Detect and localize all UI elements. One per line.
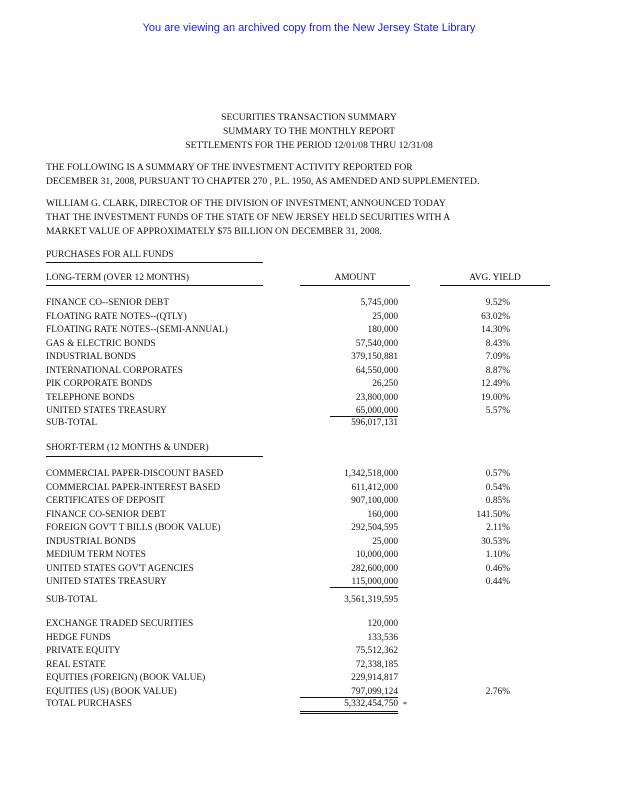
short-term-subtotal-label: SUB-TOTAL: [46, 595, 98, 605]
short-term-row-amount: 160,000: [367, 509, 398, 520]
other-row-label: EXCHANGE TRADED SECURITIES: [46, 619, 194, 629]
short-term-row-amount: 611,412,000: [351, 482, 398, 493]
other-row-amount: 229,914,817: [351, 673, 398, 683]
long-term-row-yield: 63.02%: [481, 311, 510, 322]
long-term-row-yield: 5.57%: [485, 406, 510, 416]
other-row-amount: 72,338,185: [355, 659, 398, 670]
short-term-row-yield: 30.53%: [481, 536, 510, 547]
short-term-row-yield: 0.44%: [485, 577, 510, 587]
other-row-amount: 120,000: [367, 619, 398, 629]
long-term-row-amount: 23,800,000: [355, 392, 398, 403]
long-term-subtotal-rule: [330, 416, 398, 417]
intro-paragraph-2-line-2: THAT THE INVESTMENT FUNDS OF THE STATE OF NEW JERSEY HELD SECURITIES WITH A: [46, 212, 451, 223]
short-term-row-yield: 0.57%: [485, 469, 510, 479]
long-term-row-yield: 9.52%: [485, 298, 510, 308]
short-term-row-label: COMMERCIAL PAPER-INTEREST BASED: [46, 482, 221, 493]
intro-paragraph-1-line-1: THE FOLLOWING IS A SUMMARY OF THE INVESTMENT ACTIVITY REPORTED FOR: [46, 162, 413, 173]
total-rule: [300, 697, 398, 698]
total-footnote-mark: *: [403, 700, 407, 709]
other-row-label: EQUITIES (US) (BOOK VALUE): [46, 686, 177, 697]
short-term-row-yield: 0.85%: [485, 496, 510, 506]
report-title: SECURITIES TRANSACTION SUMMARY: [221, 112, 397, 123]
avg-yield-column-header: AVG. YIELD: [469, 273, 521, 283]
intro-paragraph-1-line-2: DECEMBER 31, 2008, PURSUANT TO CHAPTER 270 , P.L. 1950, AS AMENDED AND SUPPLEMENTED.: [46, 176, 480, 187]
amount-column-header: AMOUNT: [334, 273, 376, 283]
long-term-subtotal-amount: 596,017,131: [351, 418, 398, 428]
short-term-row-yield: 2.11%: [486, 523, 510, 533]
long-term-row-yield: 12.49%: [481, 379, 510, 389]
other-row-amount: 797,099,124: [351, 686, 398, 697]
short-term-row-yield: 1.10%: [485, 550, 510, 560]
short-term-header: SHORT-TERM (12 MONTHS & UNDER): [46, 443, 209, 453]
long-term-row-label: FINANCE CO--SENIOR DEBT: [46, 298, 169, 308]
amount-header-underline: [300, 285, 410, 286]
short-term-row-yield: 0.54%: [485, 482, 510, 493]
short-term-row-amount: 282,600,000: [351, 563, 398, 574]
total-purchases-amount: 5,332,454,750: [344, 699, 398, 709]
short-term-row-amount: 1,342,518,000: [344, 469, 398, 479]
other-row-label: PRIVATE EQUITY: [46, 646, 121, 656]
long-term-row-yield: 14.30%: [481, 325, 510, 335]
short-term-row-label: COMMERCIAL PAPER-DISCOUNT BASED: [46, 469, 224, 479]
long-term-row-label: PIK CORPORATE BONDS: [46, 379, 153, 389]
other-row-label: REAL ESTATE: [46, 659, 106, 670]
long-term-row-label: INDUSTRIAL BONDS: [46, 352, 137, 362]
short-term-row-amount: 25,000: [372, 536, 398, 547]
other-row-amount: 75,512,362: [355, 646, 398, 656]
intro-paragraph-2-line-1: WILLIAM G. CLARK, DIRECTOR OF THE DIVISION OF INVESTMENT, ANNOUNCED TODAY: [46, 198, 446, 209]
total-double-rule-2: [300, 713, 398, 714]
purchases-title-underline: [46, 262, 263, 263]
short-term-row-amount: 115,000,000: [351, 577, 398, 587]
long-term-row-label: TELEPHONE BONDS: [46, 392, 135, 403]
short-term-row-yield: 0.46%: [485, 563, 510, 574]
long-term-row-label: UNITED STATES TREASURY: [46, 406, 167, 416]
short-term-row-label: FINANCE CO-SENIOR DEBT: [46, 509, 166, 520]
other-row-label: EQUITIES (FOREIGN) (BOOK VALUE): [46, 673, 206, 683]
other-row-label: HEDGE FUNDS: [46, 632, 111, 643]
long-term-header: LONG-TERM (OVER 12 MONTHS): [46, 273, 189, 283]
long-term-row-amount: 64,550,000: [355, 365, 398, 376]
short-term-underline: [46, 456, 263, 457]
long-term-row-label: GAS & ELECTRIC BONDS: [46, 338, 156, 349]
short-term-row-label: UNITED STATES TREASURY: [46, 577, 167, 587]
long-term-row-amount: 379,150,881: [351, 352, 398, 362]
other-row-yield: 2.76%: [485, 686, 510, 697]
long-term-row-amount: 57,540,000: [355, 338, 398, 349]
long-term-row-amount: 65,000,000: [355, 406, 398, 416]
short-term-row-amount: 907,100,000: [351, 496, 398, 506]
short-term-row-amount: 10,000,000: [355, 550, 398, 560]
short-term-row-label: UNITED STATES GOV'T AGENCIES: [46, 563, 194, 574]
short-term-row-label: INDUSTRIAL BONDS: [46, 536, 137, 547]
long-term-row-amount: 5,745,000: [360, 298, 398, 308]
short-term-row-yield: 141.50%: [476, 509, 510, 520]
long-term-row-amount: 25,000: [372, 311, 398, 322]
long-term-row-label: FLOATING RATE NOTES--(SEMI-ANNUAL): [46, 325, 228, 335]
long-term-row-yield: 19.00%: [481, 392, 510, 403]
long-term-row-yield: 8.87%: [485, 365, 510, 376]
long-term-row-yield: 8.43%: [485, 338, 510, 349]
short-term-row-label: FOREIGN GOV'T T BILLS (BOOK VALUE): [46, 523, 221, 533]
long-term-row-amount: 26,250: [372, 379, 398, 389]
total-double-rule-1: [300, 711, 398, 712]
short-term-subtotal-rule: [330, 587, 398, 588]
yield-header-underline: [440, 285, 550, 286]
short-term-subtotal-amount: 3,561,319,595: [344, 595, 398, 605]
archive-banner: You are viewing an archived copy from the New Jersey State Library: [142, 22, 476, 34]
long-term-row-label: FLOATING RATE NOTES--(QTLY): [46, 311, 187, 322]
short-term-row-amount: 292,504,595: [351, 523, 398, 533]
short-term-row-label: CERTIFICATES OF DEPOSIT: [46, 496, 165, 506]
total-purchases-label: TOTAL PURCHASES: [46, 699, 132, 709]
long-term-subtotal-label: SUB-TOTAL: [46, 418, 98, 428]
long-term-underline: [46, 285, 263, 286]
report-subtitle: SUMMARY TO THE MONTHLY REPORT: [222, 126, 396, 137]
long-term-row-amount: 180,000: [367, 325, 398, 335]
intro-paragraph-2-line-3: MARKET VALUE OF APPROXIMATELY $75 BILLION ON DECEMBER 31, 2008.: [46, 226, 382, 237]
long-term-row-label: INTERNATIONAL CORPORATES: [46, 365, 183, 376]
other-row-amount: 133,536: [367, 632, 398, 643]
report-period: SETTLEMENTS FOR THE PERIOD 12/01/08 THRU 12/31/08: [185, 140, 433, 151]
short-term-row-label: MEDIUM TERM NOTES: [46, 550, 146, 560]
purchases-title: PURCHASES FOR ALL FUNDS: [46, 250, 174, 260]
long-term-row-yield: 7.09%: [485, 352, 510, 362]
